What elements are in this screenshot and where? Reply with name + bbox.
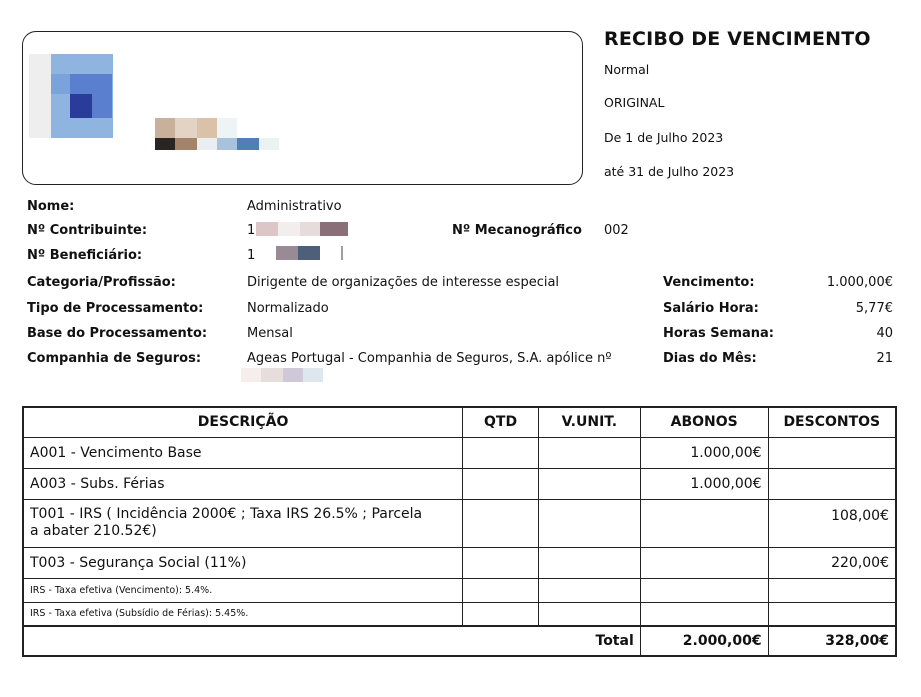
seguros-value: Ageas Portugal - Companhia de Seguros, S.A. apólice nº — [247, 351, 612, 366]
total-row — [23, 626, 896, 656]
header-descricao: DESCRIÇÃO — [23, 407, 463, 437]
header-abonos: ABONOS — [640, 407, 768, 437]
receipt-title: RECIBO DE VENCIMENTO — [604, 28, 871, 50]
total-descontos: 328,00€ — [768, 626, 896, 656]
row-qtd — [463, 547, 539, 578]
row-descontos — [768, 437, 896, 468]
company-logo-box — [22, 31, 583, 185]
mecanografico-label: Nº Mecanográfico — [452, 223, 582, 238]
table-header-row — [23, 407, 896, 437]
row-vunit — [538, 468, 640, 499]
table-row — [23, 437, 896, 468]
horas-semana-value: 40 — [876, 326, 893, 341]
row-descontos — [768, 468, 896, 499]
row-vunit — [538, 547, 640, 578]
salario-hora-label: Salário Hora: — [663, 301, 759, 316]
categoria-label: Categoria/Profissão: — [27, 275, 176, 290]
dias-mes-value: 21 — [876, 351, 893, 366]
contribuinte-label: Nº Contribuinte: — [27, 223, 148, 238]
total-label: Total — [23, 626, 640, 656]
row-desc: A003 - Subs. Férias — [23, 468, 463, 499]
row-vunit — [538, 499, 640, 547]
contribuinte-value: 1 — [247, 223, 256, 238]
table-row — [23, 547, 896, 578]
period-end: até 31 de Julho 2023 — [604, 164, 735, 179]
categoria-value: Dirigente de organizações de interesse especial — [247, 275, 560, 290]
mecanografico-value: 002 — [604, 223, 629, 238]
table-row — [23, 468, 896, 499]
base-value: Mensal — [247, 326, 293, 341]
horas-semana-label: Horas Semana: — [663, 326, 774, 341]
row-descontos: 108,00€ — [768, 499, 896, 547]
nome-label: Nome: — [27, 199, 75, 214]
row-qtd — [463, 499, 539, 547]
dias-mes-label: Dias do Mês: — [663, 351, 757, 366]
row-abonos: 1.000,00€ — [640, 437, 768, 468]
row-qtd — [463, 437, 539, 468]
tipo-label: Tipo de Processamento: — [27, 301, 204, 316]
row-abonos — [640, 547, 768, 578]
table-row — [23, 499, 896, 547]
note-text: IRS - Taxa efetiva (Subsídio de Férias): 5.45%. — [23, 602, 463, 626]
row-vunit — [538, 437, 640, 468]
row-desc: T003 - Segurança Social (11%) — [23, 547, 463, 578]
row-abonos: 1.000,00€ — [640, 468, 768, 499]
salario-hora-value: 5,77€ — [855, 301, 893, 316]
table-row — [23, 602, 896, 626]
base-label: Base do Processamento: — [27, 326, 208, 341]
period-start: De 1 de Julho 2023 — [604, 130, 724, 145]
row-abonos — [640, 499, 768, 547]
header-descontos: DESCONTOS — [768, 407, 896, 437]
vencimento-label: Vencimento: — [663, 275, 755, 290]
header-qtd: QTD — [463, 407, 539, 437]
vencimento-value: 1.000,00€ — [826, 275, 893, 290]
beneficiario-label: Nº Beneficiário: — [27, 248, 143, 263]
table-row — [23, 578, 896, 602]
row-desc: A001 - Vencimento Base — [23, 437, 463, 468]
nome-value: Administrativo — [247, 199, 342, 214]
tipo-value: Normalizado — [247, 301, 329, 316]
row-desc: T001 - IRS ( Incidência 2000€ ; Taxa IRS 26.5% ; Parcela a abater 210.52€) — [23, 499, 463, 547]
seguros-label: Companhia de Seguros: — [27, 351, 202, 366]
receipt-type: Normal — [604, 62, 650, 77]
receipt-copy: ORIGINAL — [604, 95, 665, 110]
total-abonos: 2.000,00€ — [640, 626, 768, 656]
beneficiario-value: 1 — [247, 248, 256, 263]
header-vunit: V.UNIT. — [538, 407, 640, 437]
row-descontos: 220,00€ — [768, 547, 896, 578]
note-text: IRS - Taxa efetiva (Vencimento): 5.4%. — [23, 578, 463, 602]
row-qtd — [463, 468, 539, 499]
payslip-table — [22, 406, 897, 657]
